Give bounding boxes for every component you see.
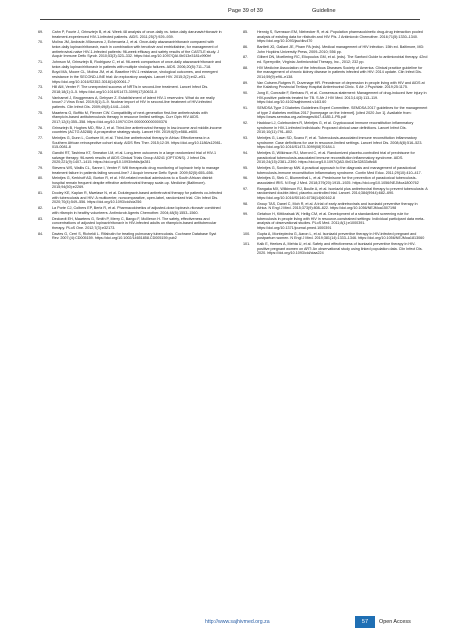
reference-number: 84. [38, 231, 44, 236]
reference-text: Haddow LJ, Colebunders R, Meintjes G, et al. Cryptococcal immune reconstitution inflammatory syndrome in HIV-1-infected individuals: Proposed clinical case definitions. Lancet Infect Dis. 2010;10(11):791–802. [257, 121, 414, 135]
reference-text: La Porte CJ, Colbers EP, Bertz R, et al. Pharmacokinetics of adjusted-dose lopinavir-ritonavir combined with rifampin in healthy volunteers. Antimicrob Agents Chemother. 2004;48(5):1553–1560. [52, 206, 221, 215]
reference-text: Group TAS, Danel C, Moh R, et al. A trial of early antiretrovirals and isoniazid preventive therapy in Africa. N Engl J Med. 2015;373(9):808–822. https://doi.org/10.1056/NEJMoa1507198 [257, 201, 418, 211]
reference-item [243, 202, 428, 211]
reference-text: Hennig S, Svensson EM, Niebecker R, et al. Population pharmacokinetic drug-drug interaction pooled analysis of existing data for rifabutin and HIV PIs. J Antimicrob Chemother. 2016;71(5):1330–1340. https://doi.org/10.1093/jac/dkv470 [257, 30, 423, 44]
reference-text: Meintjes G, Dunn L, Coetsee M, et al. Third-line antiretroviral therapy in Africa: Effectiveness in a Southern African retrospective cohort study. AIDS Res Ther. 2015;12:39. https://doi.org/10.1186/s12981-015-0081-8 [52, 135, 222, 150]
reference-text: Gandhi RT, Tashima KT, Smeaton LM, et al. Long-term outcomes in a large randomized trial of HIV-1 salvage therapy: 96-week results of AIDS Clinical Trials Group A5241 (OPTIONS). J Infect Dis. 2020;221(9):1407–1415. https://doi.org/10.1093/infdis/jiz281 [52, 150, 217, 165]
reference-text: Meintjes G, Kerkhoff AD, Burton R, et al. HIV-related medical admissions to a South African district hospital remain frequent despite effective antiretroviral therapy scale-up. Medicine (Baltimore). 2015;94(50):e2269. [52, 176, 213, 190]
reference-text: Van Cutsem-Rutgers R, Duvenage HR. Prevalence of depression in people living with HIV and AIDS at the Kalafong Provincial Tertiary Hospital Antiretroviral Clinic. S Afr J Psychiatr. 2019;25:1175. [257, 80, 425, 90]
reference-text: Boyd MA, Moore CL, Molina JM, et al. Baseline HIV-1 resistance, virological outcomes, and emergent resistance in the SECOND-LINE trial: An exploratory analysis. Lancet HIV. 2015;2(2):e42–e51. https://doi.org/10.1016/S2352-3018(14)00061-7 [52, 70, 218, 84]
reference-number: 69. [38, 30, 44, 34]
reference-number: 90. [243, 91, 249, 96]
reference-item [243, 45, 428, 54]
reference-number: 77. [38, 135, 44, 140]
journal-url-link[interactable]: http://www.sajhivmed.org.za [205, 619, 270, 625]
reference-number: 81. [38, 191, 44, 196]
reference-text: Vanhamel J, Bruggemans A, Debyser Z. Establishment of latent HIV-1 reservoirs: What do we really know? J Virus Erad. 2019;5(1):3–9. Nuclear import of HIV in second-line treatment of HIV-infected patients. Clin Infect Dis. 2009;49(8):1441–1449. [52, 95, 215, 109]
reference-item [243, 187, 428, 201]
reference-text: Meintjes G, Stek C, Blumenthal L, et al. Prednisone for the prevention of paradoxical tuberculosis-associated IRIS. N Engl J Med. 2018;379(20):1915–1925. https://doi.org/10.1056/NEJMoa1800762 [257, 176, 419, 185]
references-right-column [243, 30, 428, 257]
reference-text: Kalk E, Heekes A, Mehta U, et al. Safety and effectiveness of isoniazid preventive therapy in HIV-positive pregnant women on ART: An observational study using linked population data. Clin Infect Dis. 2020. https://doi.org/10.1093/cid/ciaa224 [257, 241, 423, 256]
reference-text: Stevens WS, Wallis CL, Sanne I, Venter F. Will therapeutic drug monitoring of lopinavir help to manage treatment failure in patients failing second-line? J Acquir Immune Defic Syndr. 2009;52(5):655–656. [52, 165, 220, 175]
reference-item [38, 60, 223, 69]
reference-number: 93. [243, 135, 249, 140]
reference-text: Hill AM, Venter F. The unexpected success of NRTIs in second-line treatment. Lancet Infect Dis. 2018;18(1):3–5. https://doi.org/10.1016/S1473-3099(17)30631-0 [52, 85, 209, 94]
open-access-label: Open Access [379, 619, 411, 625]
reference-item [243, 106, 428, 120]
reference-item [38, 126, 223, 135]
reference-number: 101. [243, 241, 251, 246]
reference-number: 80. [38, 176, 44, 181]
reference-item [38, 191, 223, 205]
reference-text: Jong E, Conradie F, Berhanu R, et al. Consensus statement: Management of drug-induced liver injury in HIV-positive patients treated for TB. S Afr J HIV Med. 2013;14(3):113–119. https://doi.org/10.4102/sajhivmed.v14i3.60 [257, 91, 427, 105]
reference-item [38, 30, 223, 39]
reference-text: Grinsztejn B, Hughes MD, Ritz J, et al. Third-line antiretroviral therapy in low-income and middle-income countries (ACTG A5288): A prospective strategy study. Lancet HIV. 2019;6(9):e588–e600. [52, 125, 222, 135]
reference-item [243, 55, 428, 64]
header-divider [40, 19, 420, 20]
reference-item [243, 151, 428, 165]
reference-item [38, 217, 223, 231]
reference-item [38, 166, 223, 175]
reference-number: 79. [38, 165, 44, 170]
reference-text: Getahun H, Kittikraisak W, Heilig CM, et al. Development of a standardized screening rule for tuberculosis in people living with HIV in resource-constrained settings: Individual participant data meta-analysis of observational studies. PLoS Med. 2011;8(1):e1000391. https://doi.org/10.1371/journal.pmed.1000391 [257, 212, 425, 230]
reference-item [38, 232, 223, 241]
reference-item [243, 176, 428, 185]
reference-item [38, 40, 223, 58]
reference-item [243, 212, 428, 230]
reference-number: 82. [38, 206, 44, 211]
reference-number: 100. [243, 231, 251, 236]
reference-number: 96. [243, 176, 249, 181]
section-label: Guideline [312, 8, 336, 14]
reference-number: 89. [243, 80, 249, 85]
reference-number: 99. [243, 212, 249, 216]
reference-item [38, 176, 223, 190]
reference-text: Molina JM, Andrade-Villanueva J, Echevarria J, et al. Once-daily atazanavir/ritonavir compared with twice-daily lopinavir/ritonavir, each in combination with tenofovir and emtricitabine, for management of antiretroviral-naive HIV-1-infected patients: 96-week efficacy and safety results of the CASTLE study. J Acquir Immune Defic Syndr. 2010;53(3):323–332. https://doi.org/10.1097/QAI.0b013e3181c990bf [52, 40, 220, 59]
reference-text: Bartlett JG, Gallant JE, Pham PA (eds). Medical management of HIV infection. 15th ed. Baltimore, MD: John Hopkins University Press, 2009–2010; 556 pp. [257, 44, 425, 54]
reference-item [38, 70, 223, 84]
reference-item [243, 166, 428, 175]
reference-item [38, 206, 223, 215]
reference-item [243, 66, 428, 80]
reference-number: 98. [243, 201, 249, 206]
reference-number: 75. [38, 110, 44, 115]
reference-number: 91. [243, 106, 249, 111]
reference-text: Cahn P, Fourie J, Grinsztejn B, et al. Week 48 analysis of once-daily vs. twice-daily darunavir/ritonavir in treatment-experienced HIV-1-infected patients. AIDS. 2011;25(7):929–939. [52, 30, 222, 39]
reference-number: 86. [243, 44, 249, 49]
reference-number: 92. [243, 121, 249, 125]
references-left-column [38, 30, 223, 242]
page-footer [0, 616, 453, 630]
reference-item [38, 136, 223, 150]
reference-text: Gupta A, Montepiedra G, Aaron L, et al. Isoniazid preventive therapy in HIV-infected pregnant and postpartum women. N Engl J Med. 2019;381(14):1333–1346. https://doi.org/10.1056/NEJMoa1813060 [257, 231, 425, 241]
reference-number: 95. [243, 165, 249, 170]
reference-item [38, 111, 223, 125]
page-number-badge: 57 [355, 616, 375, 628]
reference-item [243, 121, 428, 135]
reference-number: 73. [38, 85, 44, 90]
reference-number: 74. [38, 95, 44, 100]
reference-number: 88. [243, 65, 249, 70]
reference-number: 87. [243, 55, 249, 60]
reference-item [243, 81, 428, 90]
reference-number: 76. [38, 125, 44, 130]
reference-number: 78. [38, 150, 44, 155]
reference-item [243, 30, 428, 44]
reference-text: Davies G, Cerri S, Richeldi L. Rifabutin for treating pulmonary tuberculosis. Cochrane Database Syst Rev. 2007;(4):CD005159. https://doi.org/10.1002/14651858.CD005159.pub2 [52, 231, 217, 241]
reference-text: HIV Medicine Association of the Infectious Diseases Society of America. Clinical practice guideline for the management of chronic kidney disease in patients infected with HIV: 2014 update. Clin Infect Dis. 2014;59(9):e96–e138. [257, 65, 423, 79]
reference-item [38, 85, 223, 94]
reference-item [38, 151, 223, 165]
reference-number: 83. [38, 216, 44, 221]
reference-text: Johnson M, Grinsztejn B, Rodriguez C, et al. 96-week comparison of once-daily atazanavir/ritonavir and twice-daily lopinavir/ritonavir in patients with multiple virologic failures. AIDS. 2006;20(5):711–718. [52, 59, 222, 69]
reference-text: Meintjes G, Wilkinson RJ, Morroni C, et al. Randomized placebo-controlled trial of prednisone for paradoxical tuberculosis-associated immune reconstitution inflammatory syndrome. AIDS. 2010;24(15):2381–2390. https://doi.org/10.1097/QAD.0b013e32833dfc68 [257, 150, 415, 165]
reference-item [243, 91, 428, 105]
reference-number: 72. [38, 70, 44, 75]
reference-number: 71. [38, 59, 44, 64]
reference-text: SEMDSA Type 2 Diabetes Guidelines Expert Committee. SEMDSA 2017 guidelines for the management of type 2 diabetes mellitus 2017 [homepage on the Internet]. [cited 2020 Jun 1]. Available from: https://www.semdsa.org.za/images/647-4385-1-PB.pdf [257, 106, 428, 120]
reference-text: Dooley KE, Kaplan R, Mwelase N, et al. Dolutegravir-based antiretroviral therapy for patients co-infected with tuberculosis and HIV: A multicenter, noncomparative, open-label, randomized trial. Clin Infect Dis. 2020;70(4):549–556. https://doi.org/10.1093/cid/ciz256 [52, 191, 223, 205]
reference-item [38, 96, 223, 110]
reference-text: Meintjes G, Lawn SD, Scano F, et al. Tuberculosis-associated immune reconstitution inflammatory syndrome: Case definitions for use in resource-limited settings. Lancet Infect Dis. 2008;8(8):516–523. https://doi.org/10.1016/S1473-3099(08)70184-1 [257, 135, 423, 150]
reference-number: 70. [38, 40, 44, 45]
reference-number: 94. [243, 150, 249, 155]
reference-text: Rangaka MX, Wilkinson RJ, Boulle A, et al. Isoniazid plus antiretroviral therapy to prevent tuberculosis: A randomised double-blind, placebo-controlled trial. Lancet. 2014;384(9944):682–690. https://doi.org/10.1016/S0140-6736(14)60162-8 [257, 186, 428, 200]
reference-number: 97. [243, 186, 249, 191]
reference-text: Meintjes G, Sonderup MW. A practical approach to the diagnosis and management of paradoxical tuberculosis-immune reconstitution inflammatory syndrome. Contin Med Educ. 2011;29(10):410–417. [257, 165, 422, 175]
reference-text: Decloedt EH, Maartens G, Smith P, Merry C, Bango F, McIlleron H. The safety, effectiveness and concentrations of adjusted lopinavir/ritonavir in HIV-infected adults on rifampicin-based antitubercular therapy. PLoS One. 2012;7(3):e32173. [52, 216, 217, 230]
page-label: Page 39 of 39 [228, 8, 263, 14]
reference-text: Maartens G, Boffito M, Flexner CW. Compatibility of next-generation first-line antiretrovirals with rifampicin-based antituberculosis therapy in resource limited settings. Curr Opin HIV AIDS. 2017;12(4):355–358. https://doi.org/10.1097/COH.0000000000000376 [52, 110, 208, 124]
reference-item [243, 232, 428, 241]
reference-text: Gilbert DN, Moellering RC, Eliopoulos GM, et al. (eds). The Sanford Guide to antimicrobial therapy. 42nd ed. Sperryville, Virginia: Antimicrobial Therapy, Inc., 2012; 232 pp. [257, 55, 428, 64]
reference-item [243, 136, 428, 150]
reference-item [243, 242, 428, 256]
reference-number: 85. [243, 30, 249, 34]
